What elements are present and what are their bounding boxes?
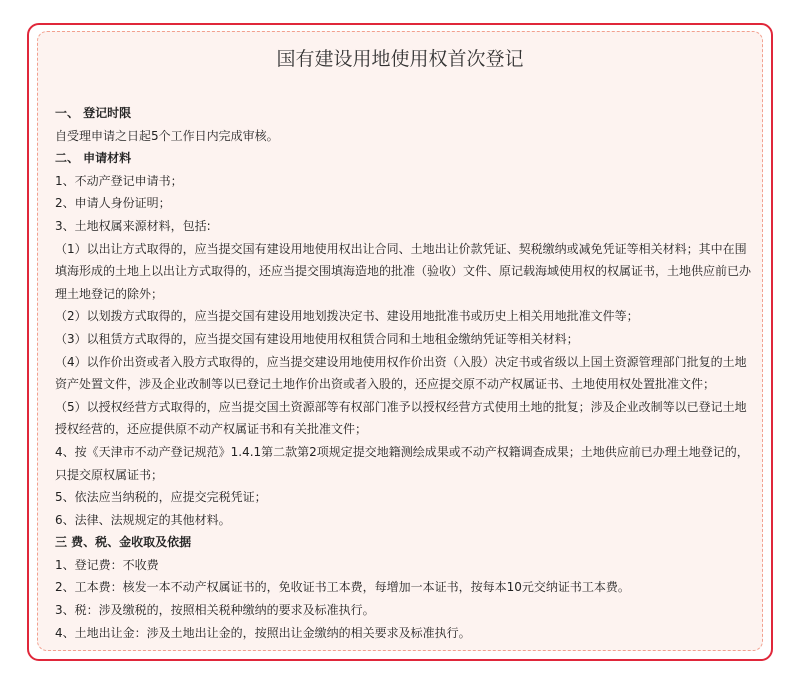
section-heading-time-limit: 一、 登记时限 <box>55 106 132 120</box>
list-item: 2、申请人身份证明； <box>55 196 171 211</box>
document-body <box>55 102 754 644</box>
outer-frame <box>27 23 773 661</box>
section-heading-fees: 三 费、税、金收取及依据 <box>55 535 192 550</box>
body-text: 自受理申请之日起5个工作日内完成审核。 <box>55 128 279 143</box>
list-item: 3、税：涉及缴税的，按照相关税种缴纳的要求及标准执行。 <box>55 603 375 618</box>
list-item: 6、法律、法规规定的其他材料。 <box>55 512 231 527</box>
list-item: 4、按《天津市不动产登记规范》1.4.1第二款第2项规定提交地籍测绘成果或不动产权籍调查成果；土地供应前已办理土地登记的，只提交原权属证书； <box>55 444 749 482</box>
content-panel <box>37 31 763 651</box>
list-item: 5、依法应当纳税的，应提交完税凭证； <box>55 490 267 505</box>
list-item: 1、登记费：不收费 <box>55 557 159 572</box>
list-item: （4）以作价出资或者入股方式取得的，应当提交建设用地使用权作价出资（入股）决定书或省级以上国土资源管理部门批复的土地资产处置文件，涉及企业改制等以已登记土地作价出资或者入股的，还应提交原不动产权属证书、土地使用权处置批准文件； <box>55 354 747 392</box>
list-item: 2、工本费：核发一本不动产权属证书的，免收证书工本费，每增加一本证书，按每本10元交纳证书工本费。 <box>55 580 630 595</box>
list-item: 3、土地权属来源材料，包括: <box>55 218 211 233</box>
list-item: 1、不动产登记申请书； <box>55 173 183 188</box>
list-item: （1）以出让方式取得的，应当提交国有建设用地使用权出让合同、土地出让价款凭证、契税缴纳或减免凭证等相关材料；其中在围填海形成的土地上以出让方式取得的，还应当提交围填海造地的批准（验收）文件、原记载海域使用权的权属证书，土地供应前已办理土地登记的除外； <box>55 241 752 301</box>
list-item: 4、土地出让金：涉及土地出让金的，按照出让金缴纳的相关要求及标准执行。 <box>55 625 471 640</box>
section-heading-materials: 二、 申请材料 <box>55 151 132 166</box>
list-item: （5）以授权经营方式取得的，应当提交国土资源部等有权部门准予以授权经营方式使用土地的批复；涉及企业改制等以已登记土地授权经营的，还应提供原不动产权属证书和有关批准文件； <box>55 399 747 437</box>
page-title: 国有建设用地使用权首次登记 <box>276 48 524 70</box>
list-item: （2）以划拨方式取得的，应当提交国有建设用地划拨决定书、建设用地批准书或历史上相关用地批准文件等； <box>55 309 639 324</box>
list-item: （3）以租赁方式取得的，应当提交国有建设用地使用权租赁合同和土地租金缴纳凭证等相关材料； <box>55 331 579 346</box>
